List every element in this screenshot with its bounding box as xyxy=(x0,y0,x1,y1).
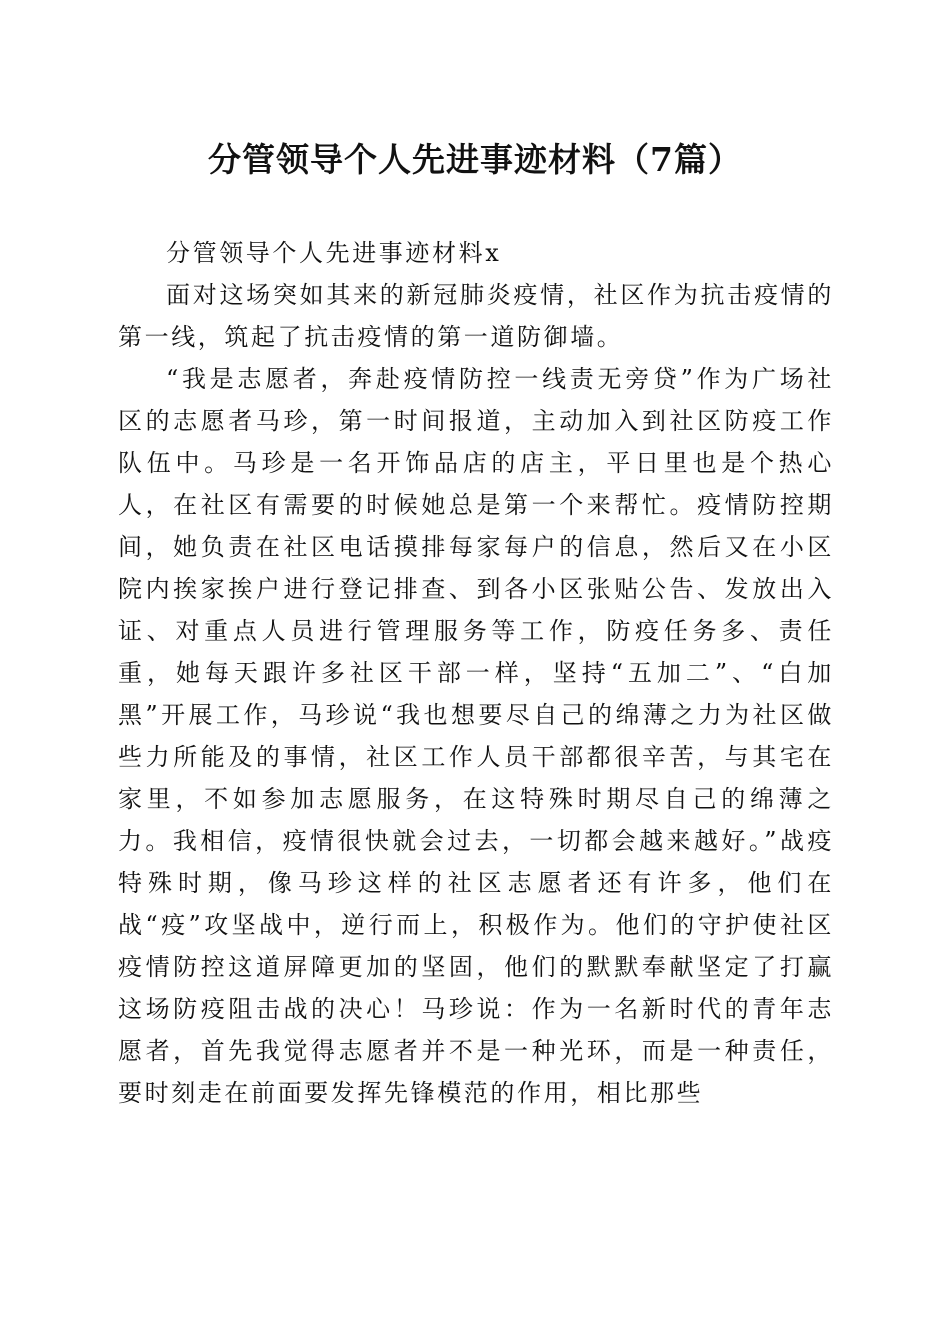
paragraph-intro: 面对这场突如其来的新冠肺炎疫情，社区作为抗击疫情的第一线，筑起了抗击疫情的第一道防御墙。 xyxy=(118,281,834,351)
paragraph-volunteer-story: “我是志愿者，奔赴疫情防控一线责无旁贷”作为广场社区的志愿者马珍，第一时间报道，主动加入到社区防疫工作队伍中。马珍是一名开饰品店的店主，平日里也是个热心人，在社区有需要的时候她总是第一个来帮忙。疫情防控期间，她负责在社区电话摸排每家每户的信息，然后又在小区院内挨家挨户进行登记排查、到各小区张贴公告、发放出入证、对重点人员进行管理服务等工作，防疫任务多、责任重，她每天跟许多社区干部一样，坚持“五加二”、“白加黑”开展工作，马珍说“我也想要尽自己的绵薄之力为社区做些力所能及的事情，社区工作人员干部都很辛苦，与其宅在家里，不如参加志愿服务，在这特殊时期尽自己的绵薄之力。我相信，疫情很快就会过去，一切都会越来越好。”战疫特殊时期，像马珍这样的社区志愿者还有许多，他们在战“疫”攻坚战中，逆行而上，积极作为。他们的守护使社区疫情防控这道屏障更加的坚固，他们的默默奉献坚定了打赢这场防疫阻击战的决心！马珍说：作为一名新时代的青年志愿者，首先我觉得志愿者并不是一种光环，而是一种责任，要时刻走在前面要发挥先锋模范的作用，相比那些 xyxy=(118,365,834,1107)
document-body xyxy=(118,232,834,1114)
document-title: 分管领导个人先进事迹材料（7篇） xyxy=(208,140,742,179)
document-subheading: 分管领导个人先进事迹材料x xyxy=(166,239,502,267)
